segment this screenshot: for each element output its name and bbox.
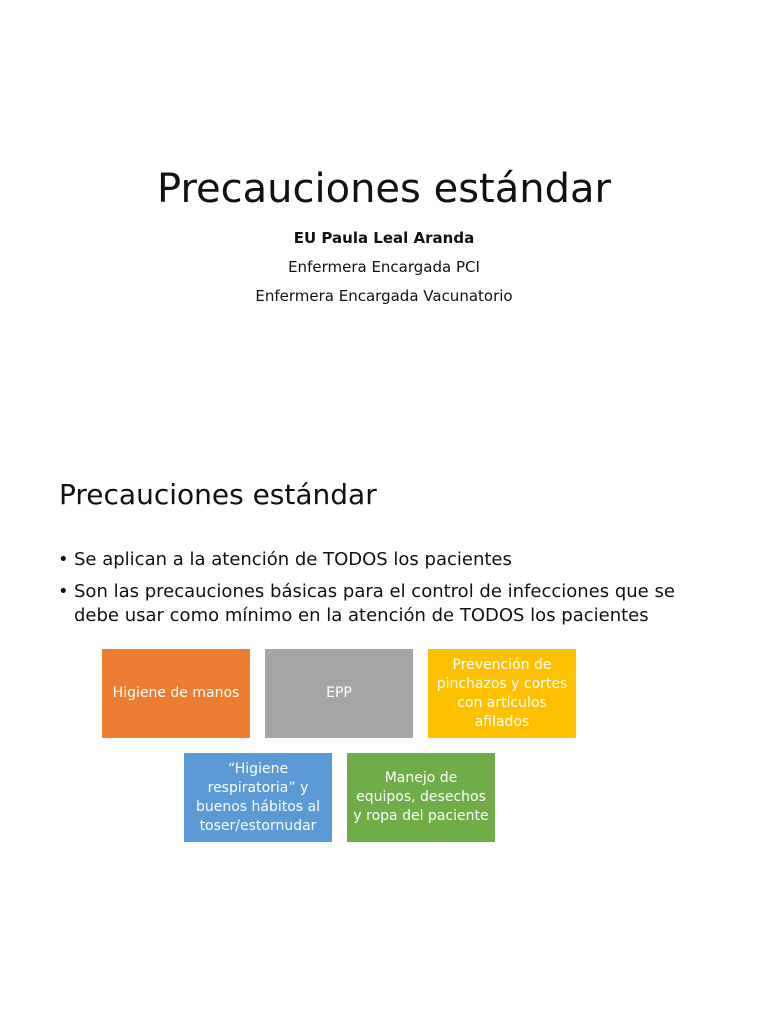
author-role-pci: Enfermera Encargada PCI bbox=[288, 258, 480, 276]
box-equipment-handling bbox=[347, 753, 495, 842]
box-hand-hygiene bbox=[102, 649, 250, 738]
slide-title: Precauciones estándar bbox=[157, 166, 611, 212]
bullet-text: Son las precauciones básicas para el control de infecciones que se debe usar como mínimo en la atención de TODOS los pacientes bbox=[74, 581, 675, 626]
box-label: Prevención de pinchazos y cortes con artículos afilados bbox=[436, 656, 568, 730]
box-label: Manejo de equipos, desechos y ropa del paciente bbox=[353, 770, 489, 824]
author-name: EU Paula Leal Aranda bbox=[293, 229, 475, 247]
box-label: Higiene de manos bbox=[112, 685, 240, 701]
box-sharps-prevention bbox=[428, 649, 576, 738]
bullet-icon: • bbox=[58, 581, 69, 602]
box-label: EPP bbox=[326, 685, 352, 701]
box-epp bbox=[265, 649, 413, 738]
title-slide bbox=[0, 0, 768, 430]
bullet-item bbox=[58, 548, 708, 572]
bullet-item bbox=[58, 580, 708, 628]
author-role-vacunatorio: Enfermera Encargada Vacunatorio bbox=[255, 287, 513, 305]
section-title: Precauciones estándar bbox=[59, 478, 377, 511]
content-slide bbox=[0, 430, 768, 1024]
bullet-icon: • bbox=[58, 549, 69, 570]
box-label: “Higiene respiratoria” y buenos hábitos al toser/estornudar bbox=[195, 760, 321, 834]
bullet-list bbox=[58, 548, 708, 636]
bullet-text: Se aplican a la atención de TODOS los pacientes bbox=[74, 549, 512, 570]
box-respiratory-hygiene bbox=[184, 753, 332, 842]
